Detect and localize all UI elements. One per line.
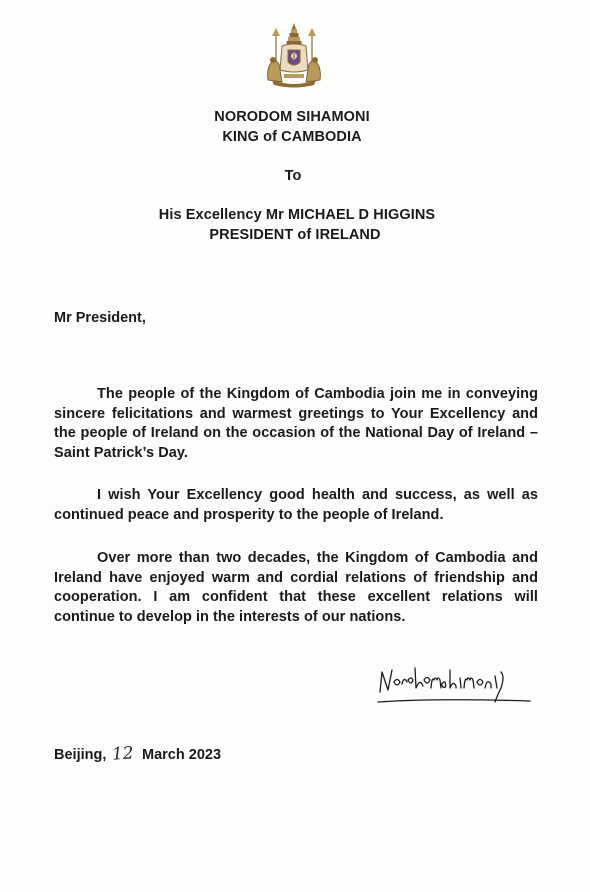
- sender-title: KING of CAMBODIA: [222, 129, 362, 145]
- to-label: To: [284, 168, 302, 184]
- salutation: Mr President,: [54, 310, 146, 326]
- place-date-line: [54, 744, 221, 765]
- body-paragraph: I wish Your Excellency good health and success, as well as continued peace and prosperity to the people of Ireland.: [54, 487, 538, 523]
- closing-month-year: March 2023: [142, 747, 222, 763]
- body-paragraph: The people of the Kingdom of Cambodia join me in conveying sincere felicitations and warmest greetings to Your Excellency and the people of Ireland on the occasion of the National Day of Ireland – Saint Patrick’s Day.: [54, 386, 538, 461]
- body-paragraph: Over more than two decades, the Kingdom of Cambodia and Ireland have enjoyed warm and cordial relations of friendship and cooperation. I am confident that these excellent relations will continue to develop in the interests of our nations.: [54, 550, 538, 625]
- closing-place: Beijing,: [54, 747, 107, 763]
- sender-name: NORODOM SIHAMONI: [214, 109, 370, 125]
- closing-day-handwritten: 12: [111, 743, 135, 765]
- handwritten-signature-icon: [374, 662, 534, 708]
- royal-crest-icon: [262, 22, 326, 90]
- recipient-title: PRESIDENT of IRELAND: [209, 227, 381, 243]
- recipient-name: His Excellency Mr MICHAEL D HIGGINS: [158, 207, 436, 223]
